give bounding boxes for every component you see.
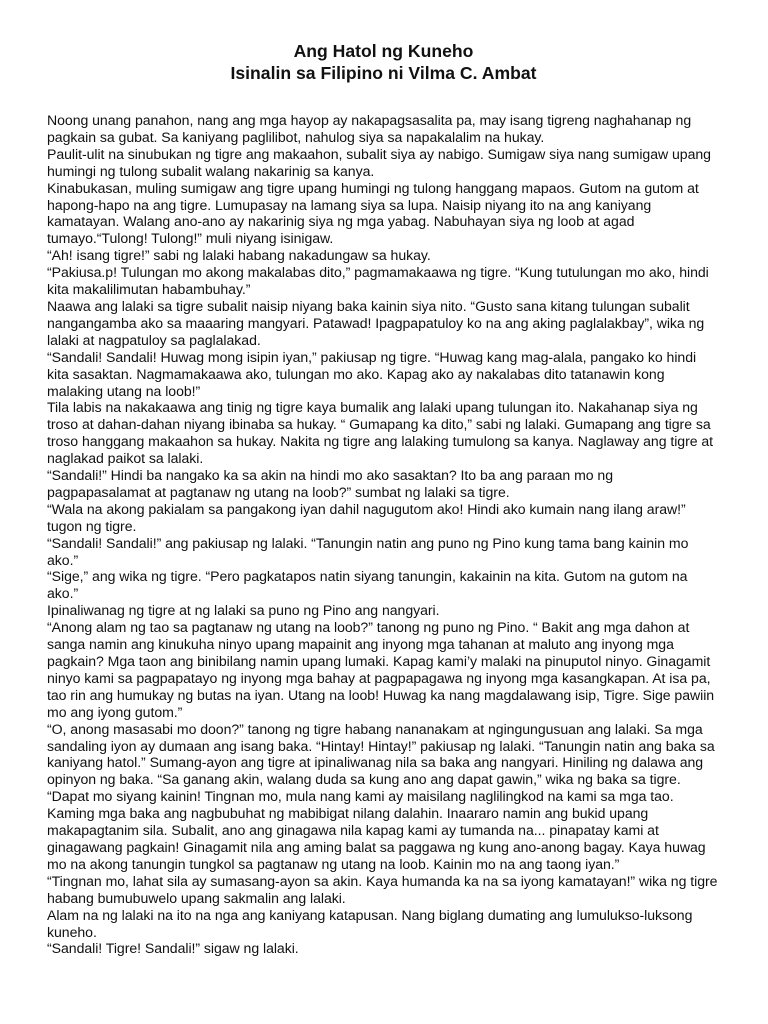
paragraph: “Wala na akong pakialam sa pangakong iyan dahil nagugutom ako! Hindi ako kumain nang ilang araw!” tugon ng tigre.	[47, 500, 686, 534]
paragraph: Tila labis na nakakaawa ang tinig ng tigre kaya bumalik ang lalaki upang tulungan ito. Nakahanap siya ng troso at dahan-dahan niyang ibinaba sa hukay. “ Gumapang ka dito,” sabi ng lalaki. Gumapang ang tigre sa troso hanggang makaahon sa hukay. Nakita ng tigre ang lalaking tumulong sa kanya. Naglaway ang tigre at naglakad paikot sa lalaki.	[47, 399, 714, 467]
story-body	[47, 112, 720, 957]
paragraph: Paulit-ulit na sinubukan ng tigre ang makaahon, subalit siya ay nabigo. Sumigaw siya nang sumigaw upang humingi ng tulong subalit walang nakarinig sa kanya.	[47, 145, 711, 179]
paragraph: “O, anong masasabi mo doon?” tanong ng tigre habang nananakam at ngingungusuan ang lalaki. Sa mga sandaling iyon ay dumaan ang isang baka. “Hintay! Hintay!” pakiusap ng lalaki. “Tanungin natin ang baka sa kaniyang hatol.” Sumang-ayon ang tigre at ipinaliwanag nila sa baka ang nangyari. Hiniling ng dalawa ang opinyon ng baka. “Sa ganang akin, walang duda sa kung ano ang dapat gawin,” wika ng baka sa tigre. “Dapat mo siyang kainin! Tingnan mo, mula nang kami ay maisilang naglilingkod na kami sa mga tao. Kaming mga baka ang nagbubuhat ng mabibigat nilang dalahin. Inaararo namin ang bukid upang makapagtanim sila. Subalit, ano ang ginagawa nila kapag kami ay tumanda na... pinapatay kami at ginagawang pagkain! Ginagamit nila ang aming balat sa paggawa ng kung ano-anong bagay. Kaya huwag mo na akong tanungin tungkol sa pagtanaw ng utang na loob. Kainin mo na ang taong iyan.”	[47, 720, 715, 872]
title-block	[47, 40, 720, 84]
paragraph: Kinabukasan, muling sumigaw ang tigre upang humingi ng tulong hanggang mapaos. Gutom na gutom at hapong-hapo na ang tigre. Lumupasay na lamang siya sa lupa. Naisip niyang ito na ang kaniyang kamatayan. Walang ano-ano ay nakarinig siya ng mga yabag. Nabuhayan siya ng loob at agad tumayo.“Tulong! Tulong!” muli niyang isinigaw.	[47, 179, 699, 247]
document-subtitle: Isinalin sa Filipino ni Vilma C. Ambat	[230, 63, 537, 83]
paragraph: “Anong alam ng tao sa pagtanaw ng utang na loob?” tanong ng puno ng Pino. “ Bakit ang mga dahon at sanga namin ang kinukuha ninyo upang mapainit ang inyong mga tahanan at maluto ang inyong mga pagkain? Mga taon ang binibilang namin upang lumaki. Kapag kami’y malaki na pinuputol ninyo. Ginagamit ninyo kami sa pagpapatayo ng inyong mga bahay at pagpapagawa ng inyong mga kasangkapan. At isa pa, tao rin ang humukay ng butas na iyan. Utang na loob! Huwag ka nang magdalawang isip, Tigre. Sige pawiin mo ang iyong gutom.”	[47, 619, 715, 720]
paragraph: “Ah! isang tigre!” sabi ng lalaki habang nakadungaw sa hukay.	[47, 247, 431, 264]
document-title: Ang Hatol ng Kuneho	[293, 41, 474, 61]
paragraph: “Sandali! Sandali!” ang pakiusap ng lalaki. “Tanungin natin ang puno ng Pino kung tama bang kainin mo ako.”	[47, 534, 689, 568]
paragraph: “Sige,” ang wika ng tigre. “Pero pagkatapos natin siyang tanungin, kakainin na kita. Gutom na gutom na ako.”	[47, 568, 688, 602]
paragraph: “Tingnan mo, lahat sila ay sumasang-ayon sa akin. Kaya humanda ka na sa iyong kamatayan!” wika ng tigre habang bumubuwelo upang sakmalin ang lalaki.	[47, 872, 718, 906]
paragraph: Noong unang panahon, nang ang mga hayop ay nakapagsasalita pa, may isang tigreng naghahanap ng pagkain sa gubat. Sa kaniyang paglilibot, nahulog siya sa napakalalim na hukay.	[47, 112, 692, 145]
paragraph: Ipinaliwanag ng tigre at ng lalaki sa puno ng Pino ang nangyari.	[47, 602, 440, 619]
paragraph: “Sandali! Sandali! Huwag mong isipin iyan,” pakiusap ng tigre. “Huwag kang mag-alala, pangako ko hindi kita sasaktan. Nagmamakaawa ako, tulungan mo ako. Kapag ako ay nakalabas dito tatanawin kong malaking utang na loob!”	[47, 348, 697, 399]
paragraph: Alam na ng lalaki na ito na nga ang kaniyang katapusan. Nang biglang dumating ang lumulukso-luksong kuneho.	[47, 906, 693, 940]
paragraph: “Pakiusa.p! Tulungan mo akong makalabas dito,” pagmamakaawa ng tigre. “Kung tutulungan mo ako, hindi kita makalilimutan habambuhay.”	[47, 264, 709, 298]
paragraph: “Sandali! Tigre! Sandali!” sigaw ng lalaki.	[47, 940, 299, 957]
paragraph: Naawa ang lalaki sa tigre subalit naisip niyang baka kainin siya nito. “Gusto sana kitang tulungan subalit nangangamba ako sa maaaring mangyari. Patawad! Ipagpapatuloy ko na ang aking paglalakbay”, wika ng lalaki at nagpatuloy sa paglalakad.	[47, 297, 705, 348]
paragraph: “Sandali!” Hindi ba nangako ka sa akin na hindi mo ako sasaktan? Ito ba ang paraan mo ng pagpapasalamat at pagtanaw ng utang na loob?” sumbat ng lalaki sa tigre.	[47, 467, 613, 500]
